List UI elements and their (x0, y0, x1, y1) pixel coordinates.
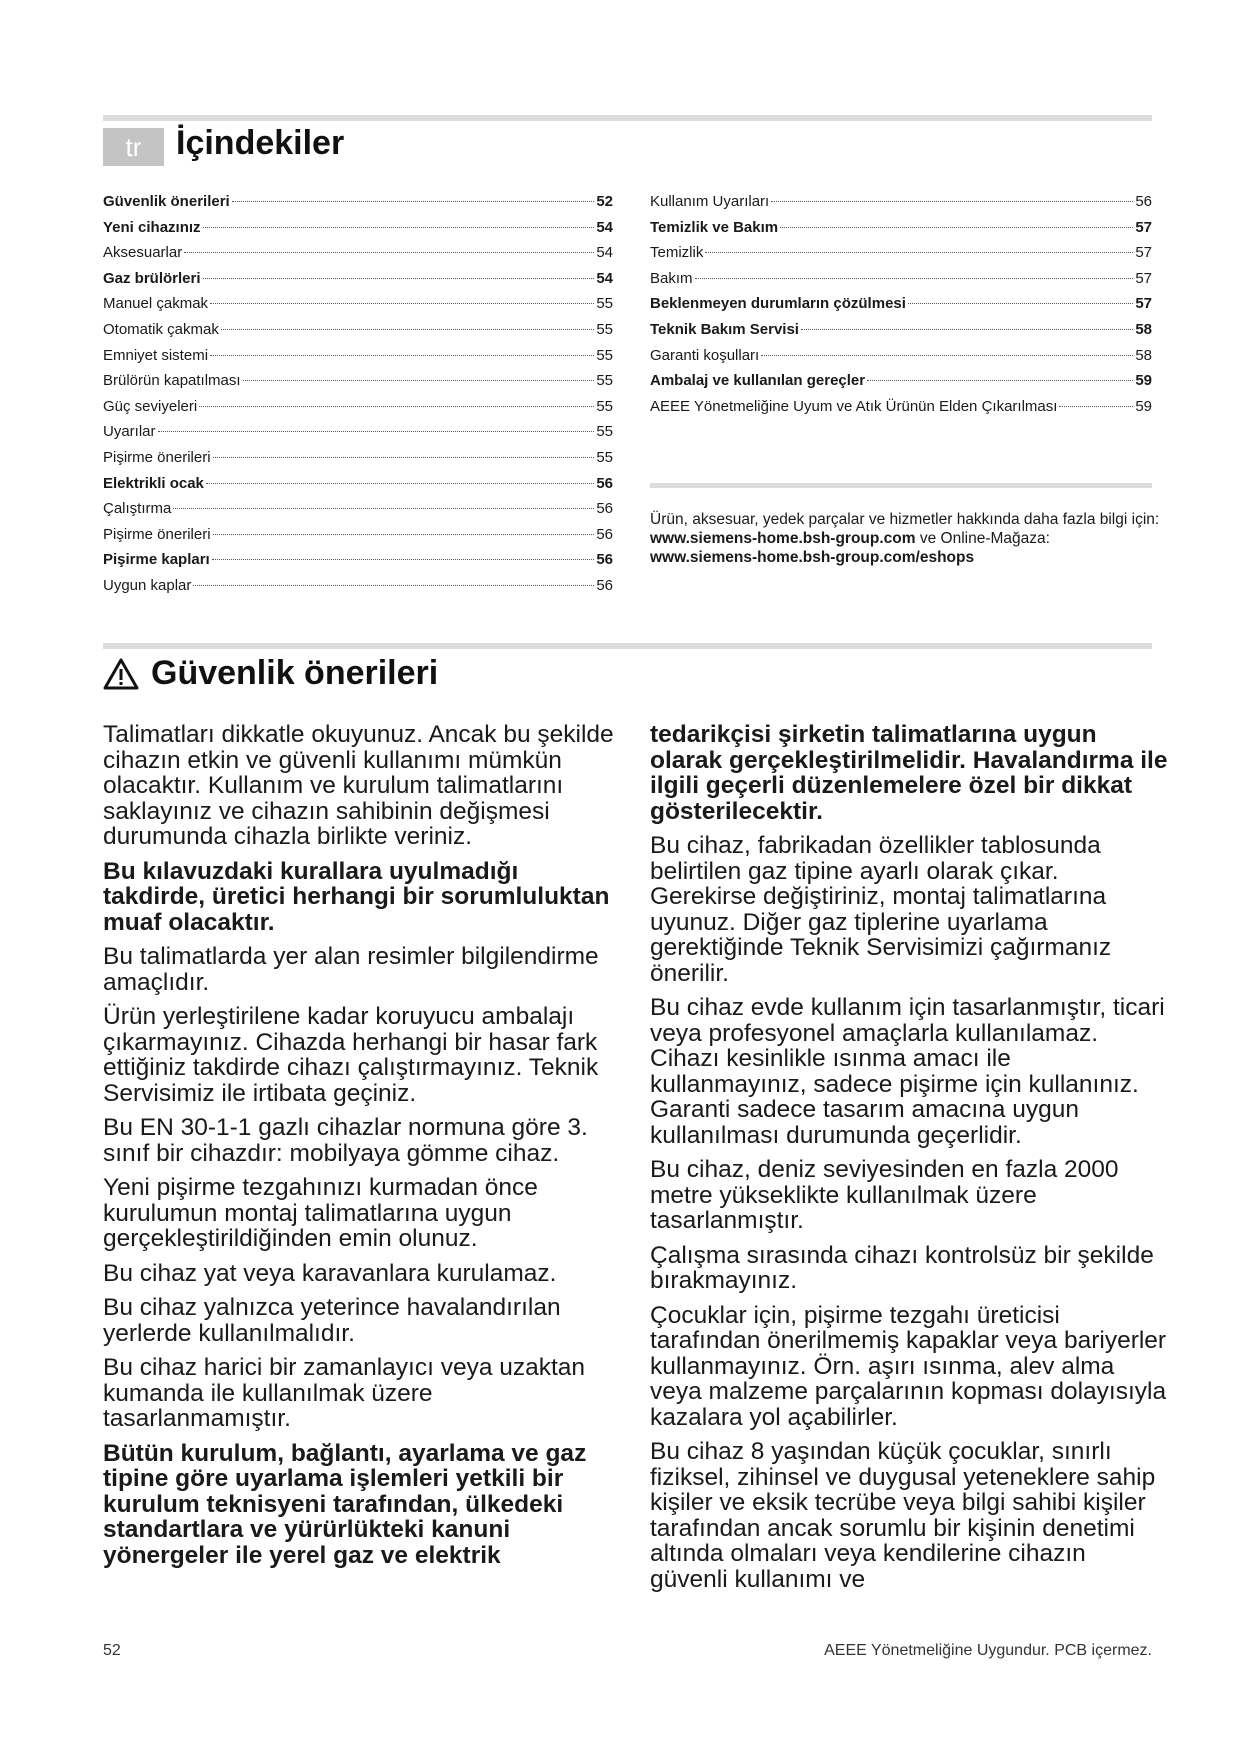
footer-note: AEEE Yönetmeliğine Uygundur. PCB içermez. (824, 1642, 1152, 1659)
toc-entry-page: 55 (596, 320, 613, 338)
safety-paragraph: Bu cihaz harici bir zamanlayıcı veya uzaktan kumanda ile kullanılmak üzere tasarlanmamıştır. (103, 1354, 586, 1432)
toc-entry-page: 52 (596, 193, 613, 210)
toc-entry[interactable] (103, 423, 613, 449)
toc-entry-label: Güç seviyeleri (103, 397, 198, 415)
toc-leader-dots (203, 227, 595, 228)
toc-entry-label: Pişirme kapları (103, 551, 210, 569)
toc-entry-label: Çalıştırma (103, 500, 172, 518)
toc-entry-label: Emniyet sistemi (103, 346, 209, 364)
toc-entry-page: 58 (1135, 346, 1152, 364)
toc-entry[interactable] (103, 295, 613, 321)
safety-paragraph: Bu cihaz, fabrikadan özellikler tablosunda belirtilen gaz tipine ayarlı olarak çıkar. Gerekirse değiştiriniz, montaj talimatlarına uyunuz. Diğer gaz tiplerine uyarlama gerektiğinde Teknik Servisimizi çağırmanız önerilir. (650, 832, 1112, 987)
toc-entry-page: 55 (596, 423, 613, 441)
toc-leader-dots (221, 329, 594, 330)
section-rule (103, 643, 1152, 649)
toc-entry[interactable] (103, 321, 613, 347)
toc-leader-dots (761, 355, 1133, 356)
toc-entry-label: Temizlik ve Bakım (650, 218, 779, 236)
toc-entry[interactable] (103, 219, 613, 245)
info-text-2: ve Online-Mağaza: (915, 530, 1050, 547)
toc-entry-page: 59 (1135, 372, 1152, 390)
toc-entry-label: Pişirme önerileri (103, 448, 211, 466)
toc-entry-label: AEEE Yönetmeliğine Uyum ve Atık Ürünün Elden Çıkarılması (650, 397, 1058, 415)
website-link[interactable]: www.siemens-home.bsh-group.com (650, 530, 916, 547)
toc-entry-page: 55 (596, 397, 613, 415)
toc-entry[interactable] (650, 270, 1152, 296)
toc-leader-dots (199, 406, 594, 407)
toc-entry-page: 54 (596, 218, 613, 236)
toc-entry[interactable] (650, 244, 1152, 270)
info-text-1: Ürün, aksesuar, yedek parçalar ve hizmetler hakkında daha fazla bilgi için: (650, 511, 1160, 528)
toc-entry-label: Garanti koşulları (650, 346, 760, 364)
safety-paragraph: Bu cihaz evde kullanım için tasarlanmıştır, ticari veya profesyonel amaçlarla kullanılamaz. Cihazı kesinlikle ısınma amacı ile kullanmayınız, sadece pişirme için kullanınız. Garanti sadece tasarım amacına uygun kullanılması durumunda geçerlidir. (650, 994, 1165, 1149)
toc-leader-dots (184, 252, 594, 253)
toc-entry-page: 55 (596, 372, 613, 390)
toc-entry[interactable] (103, 526, 613, 552)
toc-entry-page: 58 (1135, 320, 1152, 338)
toc-entry-label: Manuel çakmak (103, 295, 209, 313)
toc-entry[interactable] (103, 193, 613, 219)
toc-left-column (103, 193, 613, 603)
toc-leader-dots (203, 278, 595, 279)
toc-entry-label: Ambalaj ve kullanılan gereçler (650, 372, 866, 390)
toc-entry-label: Teknik Bakım Servisi (650, 320, 799, 338)
toc-entry-page: 56 (596, 474, 613, 492)
toc-entry-page: 57 (1135, 295, 1152, 313)
toc-entry[interactable] (103, 500, 613, 526)
toc-entry-page: 57 (1135, 244, 1152, 262)
toc-entry-label: Kullanım Uyarıları (650, 193, 770, 210)
toc-entry[interactable] (650, 398, 1152, 424)
toc-entry-page: 56 (596, 576, 613, 594)
toc-title: İçindekiler (176, 124, 345, 162)
toc-entry[interactable] (650, 321, 1152, 347)
toc-entry-page: 56 (1135, 193, 1152, 210)
toc-entry[interactable] (650, 193, 1152, 219)
toc-leader-dots (210, 355, 594, 356)
toc-entry[interactable] (103, 244, 613, 270)
toc-leader-dots (780, 227, 1133, 228)
safety-title: Güvenlik önerileri (151, 654, 439, 692)
toc-entry[interactable] (103, 475, 613, 501)
toc-entry-label: Güvenlik önerileri (103, 193, 230, 210)
info-rule (650, 483, 1152, 488)
toc-leader-dots (210, 303, 594, 304)
toc-entry-label: Aksesuarlar (103, 244, 183, 262)
toc-entry-label: Beklenmeyen durumların çözülmesi (650, 295, 906, 313)
toc-entry-label: Uygun kaplar (103, 576, 192, 594)
toc-entry-label: Elektrikli ocak (103, 474, 204, 492)
toc-leader-dots (212, 559, 595, 560)
toc-entry[interactable] (103, 449, 613, 475)
safety-paragraph: Bu talimatlarda yer alan resimler bilgilendirme amaçlıdır. (103, 943, 599, 996)
safety-left-column (103, 722, 623, 1577)
toc-entry-page: 57 (1135, 218, 1152, 236)
safety-notice-bold: Bütün kurulum, bağlantı, ayarlama ve gaz tipine göre uyarlama işlemleri yetkili bir kurulum teknisyeni tarafından, ülkedeki standartlara ve yürürlükteki kanuni yönergeler ile yerel gaz ve elektrik (103, 1439, 587, 1569)
safety-paragraph: Çocuklar için, pişirme tezgahı üreticisi tarafından önerilmemiş kapaklar veya bariyerler kullanmayınız. Örn. aşırı ısınma, alev alma veya malzeme parçalarının kopması dolayısıyla kazalara yol açabilirler. (650, 1301, 1167, 1431)
toc-leader-dots (801, 329, 1133, 330)
toc-entry[interactable] (103, 551, 613, 577)
toc-entry[interactable] (650, 219, 1152, 245)
safety-paragraph: Bu cihaz 8 yaşından küçük çocuklar, sınırlı fiziksel, zihinsel ve duygusal yeteneklere sahip kişiler ve eksik tecrübe veya bilgi sahibi kişiler tarafından ancak sorumlu bir kişinin denetimi altında olmaları veya kendilerine cihazın güvenli kullanımı ve (650, 1438, 1156, 1593)
toc-leader-dots (771, 201, 1133, 202)
toc-leader-dots (158, 431, 595, 432)
toc-entry-label: Pişirme önerileri (103, 525, 211, 543)
safety-paragraph: Yeni pişirme tezgahınızı kurmadan önce kurulumun montaj talimatlarına uygun gerçekleştirildiğinden emin olunuz. (103, 1174, 538, 1252)
toc-leader-dots (206, 483, 594, 484)
toc-entry-label: Temizlik (650, 244, 704, 262)
toc-leader-dots (243, 380, 595, 381)
toc-entry[interactable] (103, 270, 613, 296)
toc-leader-dots (695, 278, 1134, 279)
safety-right-column (650, 722, 1170, 1601)
toc-entry[interactable] (650, 372, 1152, 398)
toc-leader-dots (867, 380, 1133, 381)
toc-entry-label: Bakım (650, 269, 693, 287)
safety-paragraph: Bu cihaz, deniz seviyesinden en fazla 2000 metre yükseklikte kullanılmak üzere tasarlanmıştır. (650, 1156, 1119, 1234)
toc-leader-dots (705, 252, 1133, 253)
safety-notice-bold: Bu kılavuzdaki kurallara uyulmadığı takdirde, üretici herhangi bir sorumluluktan muaf olacaktır. (103, 857, 610, 936)
info-text (650, 510, 1160, 567)
toc-entry-label: Gaz brülörleri (103, 269, 201, 287)
toc-entry-page: 54 (596, 244, 613, 262)
toc-entry-page: 56 (596, 500, 613, 518)
toc-entry-page: 59 (1135, 397, 1152, 415)
toc-entry[interactable] (650, 295, 1152, 321)
toc-entry[interactable] (650, 347, 1152, 373)
toc-entry-page: 55 (596, 448, 613, 466)
toc-leader-dots (232, 201, 595, 202)
toc-entry[interactable] (103, 398, 613, 424)
eshop-link[interactable]: www.siemens-home.bsh-group.com/eshops (650, 549, 975, 566)
safety-notice-bold: tedarikçisi şirketin talimatlarına uygun olarak gerçekleştirilmelidir. Havalandırma ile ilgili geçerli düzenlemelere özel bir dikkat gösterilecektir. (650, 721, 1168, 825)
page-number: 52 (103, 1642, 121, 1659)
toc-entry[interactable] (103, 372, 613, 398)
safety-paragraph: Talimatları dikkatle okuyunuz. Ancak bu şekilde cihazın etkin ve güvenli kullanımı mümkün olacaktır. Kullanım ve kurulum talimatlarını saklayınız ve cihazın sahibinin değişmesi durumunda cihazla birlikte veriniz. (103, 721, 614, 850)
toc-entry-label: Yeni cihazınız (103, 218, 201, 236)
toc-entry-page: 57 (1135, 269, 1152, 287)
toc-entry-page: 56 (596, 551, 613, 569)
safety-paragraph: Bu cihaz yat veya karavanlara kurulamaz. (103, 1259, 557, 1287)
toc-entry-label: Uyarılar (103, 423, 156, 441)
toc-right-column (650, 193, 1152, 423)
safety-paragraph: Çalışma sırasında cihazı kontrolsüz bir şekilde bırakmayınız. (650, 1241, 1154, 1294)
toc-leader-dots (193, 585, 594, 586)
toc-entry-label: Otomatik çakmak (103, 320, 219, 338)
toc-entry-page: 55 (596, 295, 613, 313)
toc-entry-page: 54 (596, 269, 613, 287)
toc-entry[interactable] (103, 577, 613, 603)
top-rule (103, 115, 1152, 121)
toc-entry-page: 56 (596, 525, 613, 543)
toc-leader-dots (213, 457, 595, 458)
safety-paragraph: Ürün yerleştirilene kadar koruyucu ambalajı çıkarmayınız. Cihazda herhangi bir hasar fark ettiğiniz takdirde cihazı çalıştırmayınız. Teknik Servisimiz ile irtibata geçiniz. (103, 1003, 599, 1107)
toc-entry-page: 55 (596, 346, 613, 364)
toc-leader-dots (908, 303, 1133, 304)
safety-paragraph: Bu cihaz yalnızca yeterince havalandırılan yerlerde kullanılmalıdır. (103, 1294, 561, 1347)
toc-leader-dots (173, 508, 594, 509)
toc-leader-dots (213, 534, 595, 535)
warning-triangle-icon (103, 658, 139, 690)
toc-entry[interactable] (103, 347, 613, 373)
safety-paragraph: Bu EN 30-1-1 gazlı cihazlar normuna göre 3. sınıf bir cihazdır: mobilyaya gömme cihaz. (103, 1114, 588, 1167)
language-badge: tr (103, 128, 164, 166)
toc-leader-dots (1059, 406, 1133, 407)
toc-entry-label: Brülörün kapatılması (103, 372, 241, 390)
safety-section-header (103, 654, 438, 693)
